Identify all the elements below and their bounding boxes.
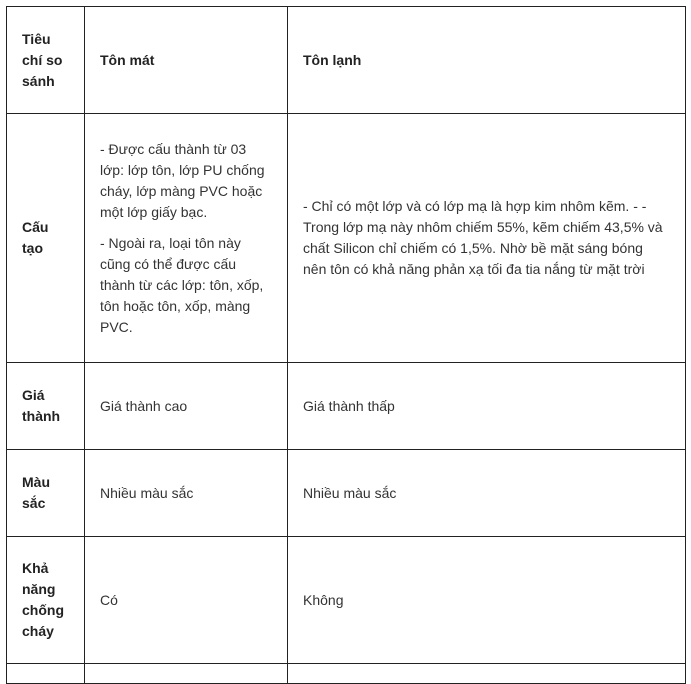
header-criteria-cell: Tiêu chí so sánh: [7, 7, 85, 114]
row-criteria-cell: Khả năng chống cháy: [7, 537, 85, 664]
row-ton-mat-cell: Giá thành cao: [85, 363, 288, 450]
row-criteria-cell: [7, 664, 85, 684]
table-row: [7, 363, 686, 450]
row-criteria-cell: Màu sắc: [7, 450, 85, 537]
cell-paragraph: - Ngoài ra, loại tôn này cũng có thể được cấu thành từ các lớp: tôn, xốp, tôn hoặc tôn, xốp, màng PVC.: [100, 234, 264, 335]
header-ton-lanh-cell: Tôn lạnh: [288, 7, 686, 114]
comparison-table: [6, 6, 686, 684]
table-row-partial: [7, 664, 686, 684]
row-ton-mat-cell: [85, 114, 288, 363]
cell-paragraph: - Được cấu thành từ 03 lớp: lớp tôn, lớp PU chống cháy, lớp màng PVC hoặc một lớp giấy bạc.: [100, 140, 265, 220]
table-row: [7, 450, 686, 537]
row-ton-mat-cell: Nhiều màu sắc: [85, 450, 288, 537]
row-ton-lanh-cell: [288, 664, 686, 684]
table-header-row: [7, 7, 686, 114]
row-criteria-cell: Cấu tạo: [7, 114, 85, 363]
row-ton-lanh-cell: - Chỉ có một lớp và có lớp mạ là hợp kim nhôm kẽm. - - Trong lớp mạ này nhôm chiếm 55%, kẽm chiếm 43,5% và chất Silicon chỉ chiếm có 1,5%. Nhờ bề mặt sáng bóng nên tôn có khả năng phản xạ tối đa tia nắng từ mặt trời: [288, 114, 686, 363]
row-ton-mat-cell: Có: [85, 537, 288, 664]
row-ton-mat-cell: [85, 664, 288, 684]
row-ton-lanh-cell: Không: [288, 537, 686, 664]
row-ton-lanh-cell: Giá thành thấp: [288, 363, 686, 450]
header-ton-mat-cell: Tôn mát: [85, 7, 288, 114]
row-ton-lanh-cell: Nhiều màu sắc: [288, 450, 686, 537]
row-criteria-cell: Giá thành: [7, 363, 85, 450]
table-row: [7, 537, 686, 664]
table-row: [7, 114, 686, 363]
